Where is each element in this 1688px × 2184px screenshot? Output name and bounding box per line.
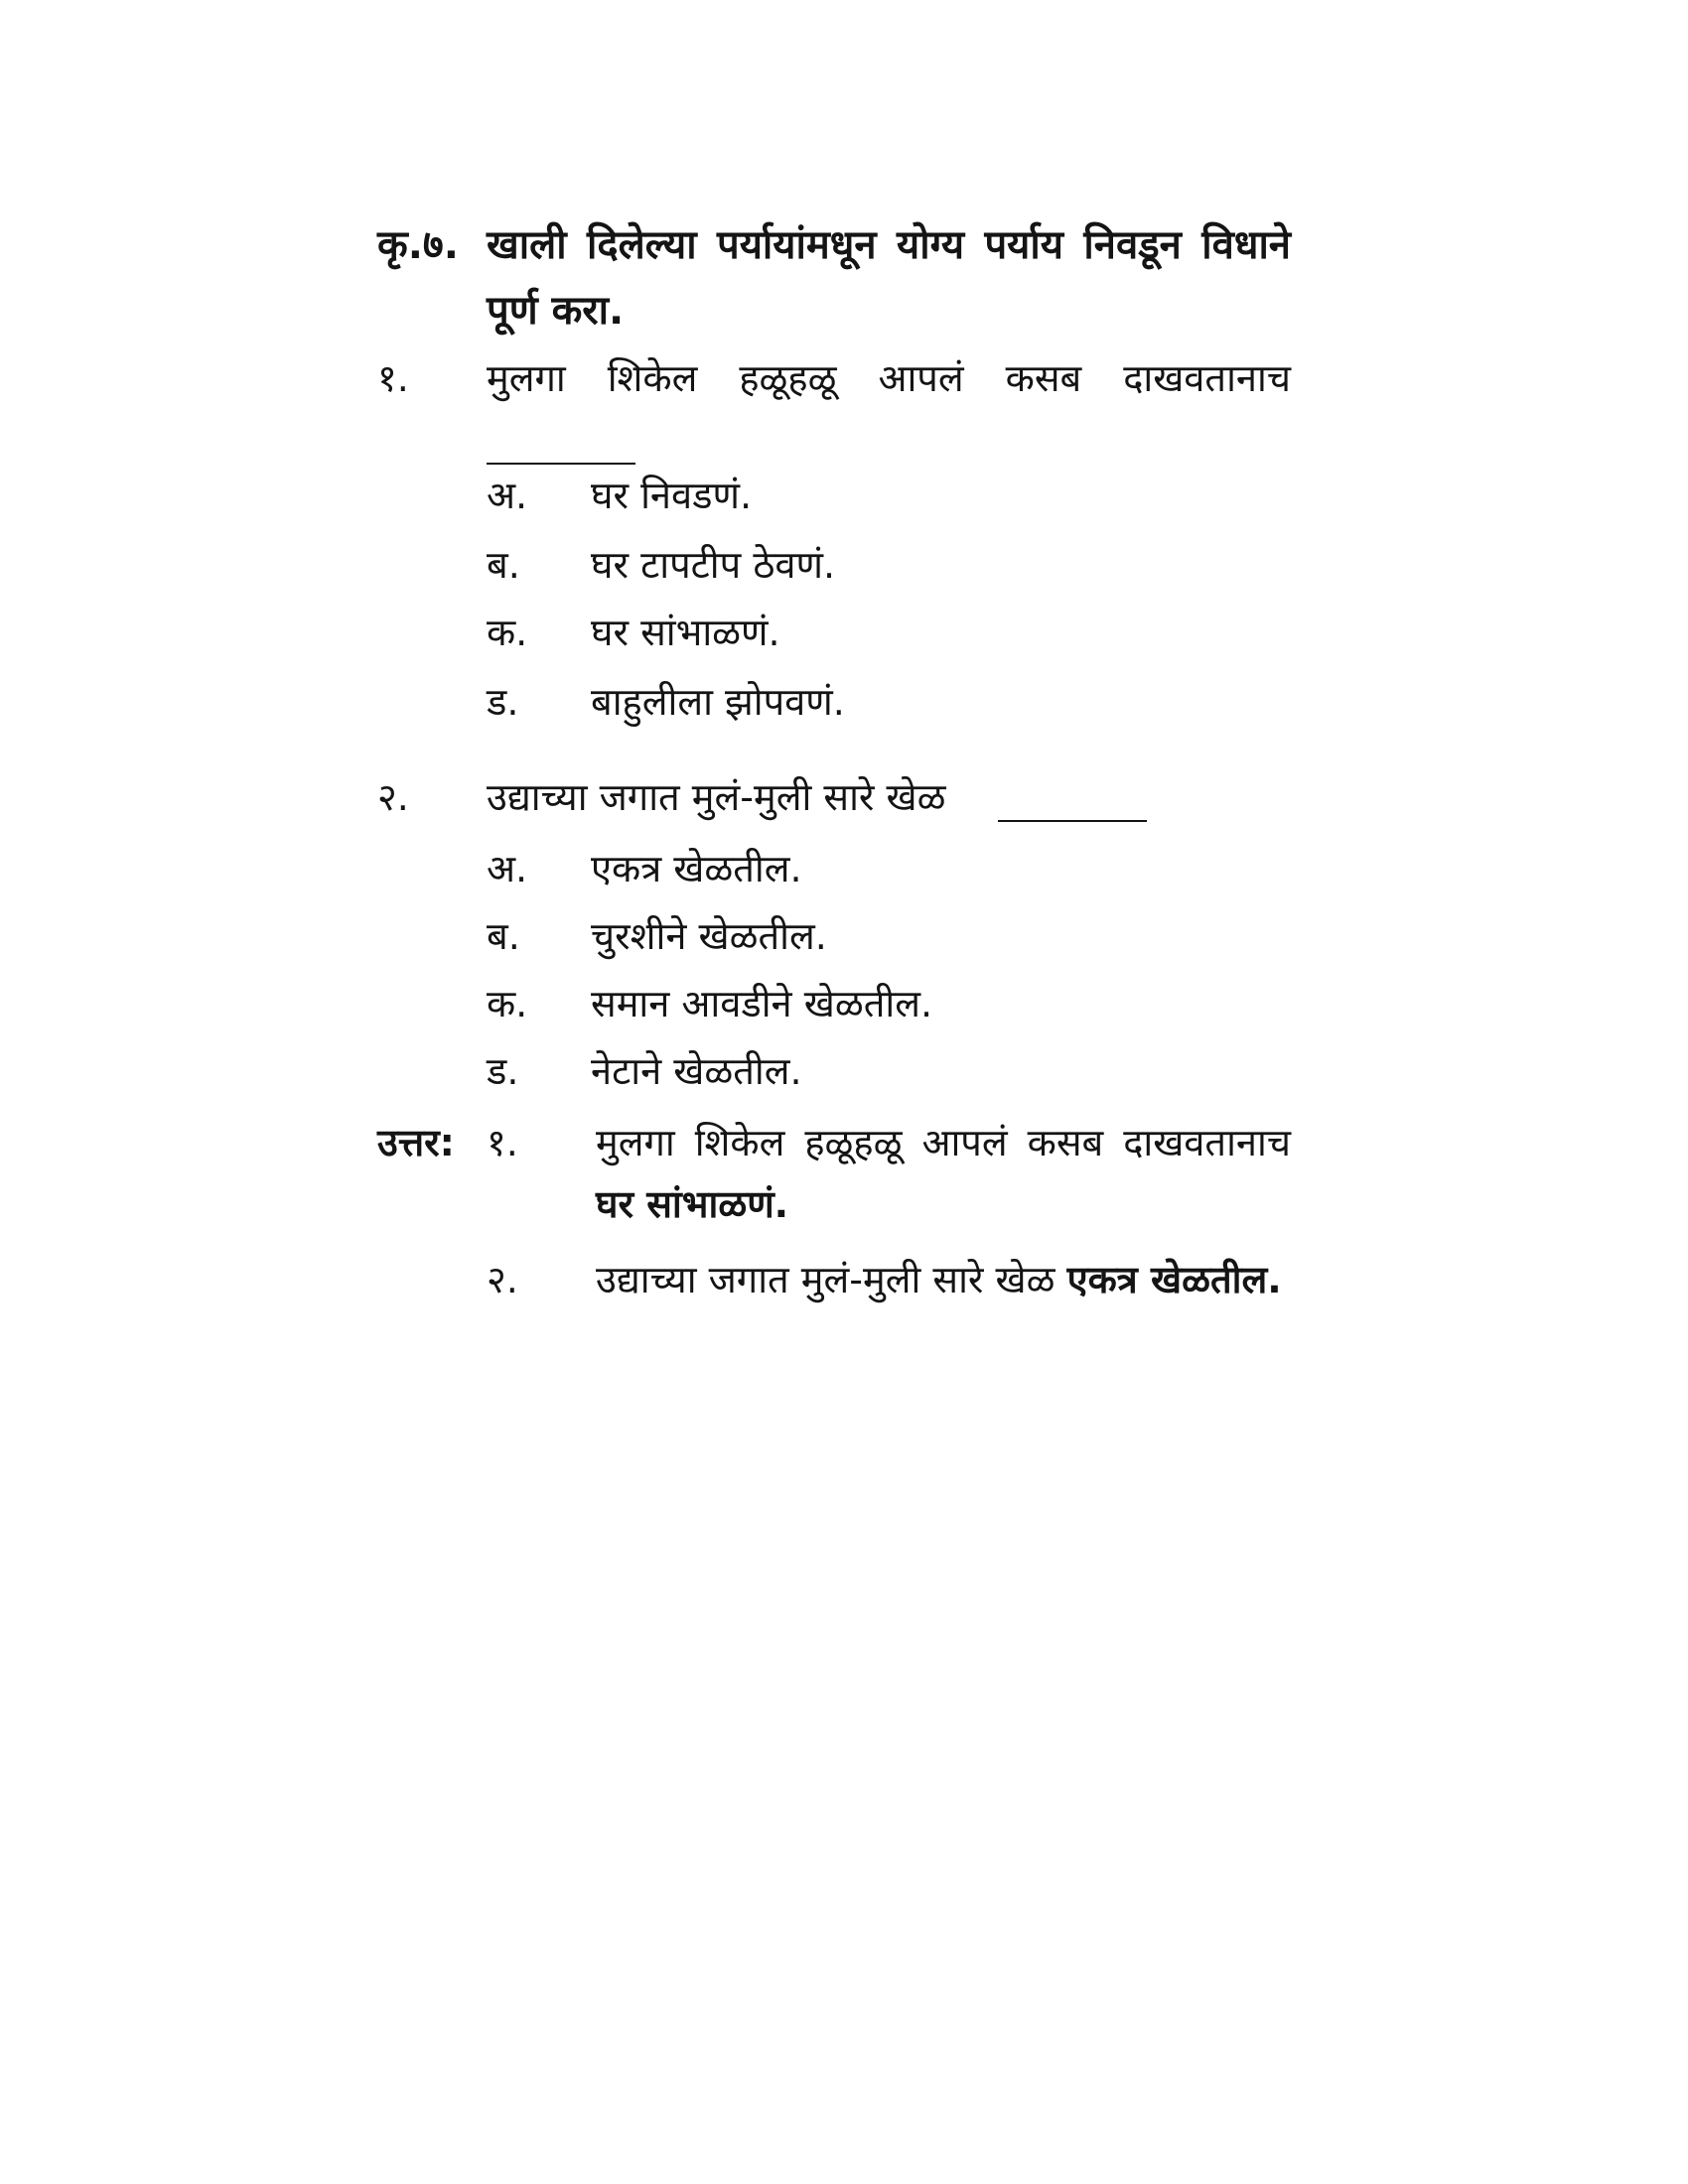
option-label: अ.	[487, 474, 528, 517]
item-statement: मुलगा शिकेल हळूहळू आपलं कसब दाखवतानाच	[487, 356, 1291, 400]
question-text: खाली दिलेल्या पर्यायांमधून योग्य पर्याय निवडून विधाने पूर्ण करा.	[487, 222, 1291, 334]
option-text: बाहुलीला झोपवणं.	[591, 680, 845, 724]
option-label: अ.	[487, 847, 528, 890]
option-label: ब.	[487, 543, 520, 587]
answer-label: उत्तर:	[377, 1121, 455, 1164]
item-statement: उद्याच्या जगात मुलं-मुली सारे खेळ	[487, 775, 946, 819]
answer-text: मुलगा शिकेल हळूहळू आपलं कसब दाखवतानाच	[596, 1121, 1291, 1164]
option-text: घर टापटीप ठेवणं.	[591, 543, 836, 587]
answer-blank	[998, 790, 1147, 822]
option-text: समान आवडीने खेळतील.	[591, 982, 933, 1025]
question-heading	[377, 212, 1291, 343]
option-label: क.	[487, 611, 528, 654]
answer-blank	[487, 433, 635, 465]
answer-2-text-block	[596, 1249, 1291, 1310]
answer-number: २.	[487, 1258, 518, 1301]
answer-bold-text: एकत्र खेळतील.	[1066, 1258, 1282, 1301]
option-label: ब.	[487, 914, 520, 958]
option-text: एकत्र खेळतील.	[591, 847, 802, 890]
option-label: क.	[487, 982, 528, 1025]
item-number: १.	[377, 356, 409, 400]
option-label: ड.	[487, 1049, 519, 1093]
option-text: चुरशीने खेळतील.	[591, 914, 827, 958]
answer-text: उद्याच्या जगात मुलं-मुली सारे खेळ	[596, 1258, 1055, 1301]
item-number: २.	[377, 775, 409, 819]
option-label: ड.	[487, 680, 519, 724]
option-text: नेटाने खेळतील.	[591, 1049, 802, 1093]
answer-number: १.	[487, 1121, 518, 1164]
question-number: कृ.७.	[377, 222, 459, 268]
answer-bold-text: घर सांभाळणं.	[596, 1182, 789, 1226]
option-text: घर निवडणं.	[591, 474, 753, 517]
answer-1-text-block	[596, 1112, 1291, 1235]
option-text: घर सांभाळणं.	[591, 611, 780, 654]
